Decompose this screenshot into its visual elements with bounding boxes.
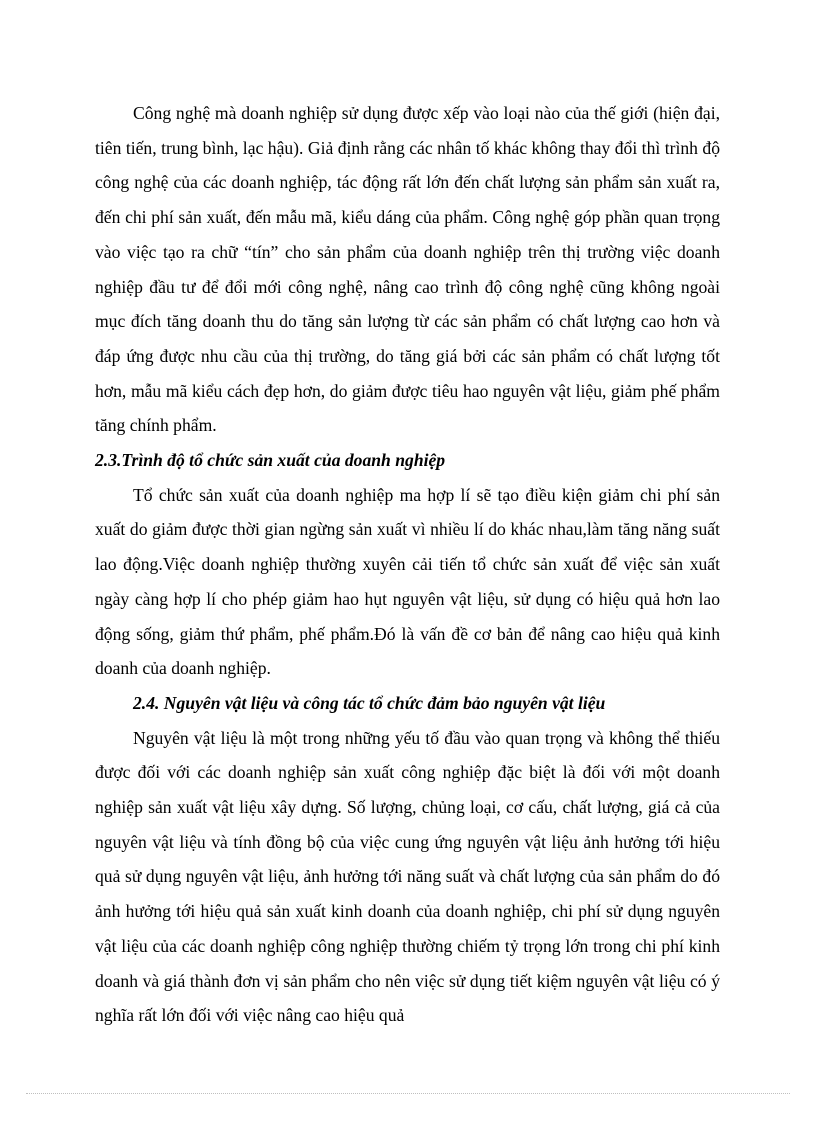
section-heading-2-3: 2.3.Trình độ tổ chức sản xuất của doanh nghiệp — [95, 450, 446, 471]
paragraph-raw-materials: Nguyên vật liệu là một trong những yếu tố đầu vào quan trọng và không thể thiếu được đối với các doanh nghiệp sản xuất công nghiệp đặc biệt là đối với một doanh nghiệp sản xuất vật liệu xây dựng. Số lượng, chủng loại, cơ cấu, chất lượng, giá cả của nguyên vật liệu và tính đồng bộ của việc cung ứng nguyên vật liệu ảnh hưởng tới hiệu quả sử dụng nguyên vật liệu, ảnh hưởng tới năng suất và chất lượng của sản phẩm do đó ảnh hưởng tới hiệu quả sản xuất kinh doanh của doanh nghiệp, chi phí sử dụng nguyên vật liệu của các doanh nghiệp công nghiệp thường chiếm tỷ trọng lớn trong chi phí kinh doanh và giá thành đơn vị sản phẩm cho nên việc sử dụng tiết kiệm nguyên vật liệu có ý nghĩa rất lớn đối với việc nâng cao hiệu quả — [95, 727, 720, 1026]
page-footer-divider — [26, 1093, 790, 1094]
paragraph-technology: Công nghệ mà doanh nghiệp sử dụng được xếp vào loại nào của thế giới (hiện đại, tiên tiến, trung bình, lạc hậu). Giả định rằng các nhân tố khác không thay đổi thì trình độ công nghệ của các doanh nghiệp, tác động rất lớn đến chất lượng sản phẩm sản xuất ra, đến chi phí sản xuất, đến mẫu mã, kiểu dáng của phẩm. Công nghệ góp phần quan trọng vào việc tạo ra chữ “tín” cho sản phẩm của doanh nghiệp trên thị trường việc doanh nghiệp đầu tư để đổi mới công nghệ, nâng cao trình độ công nghệ cũng không ngoài mục đích tăng doanh thu do tăng sản lượng từ các sản phẩm có chất lượng cao hơn và đáp ứng được nhu cầu của thị trường, do tăng giá bởi các sản phẩm có chất lượng tốt hơn, mẫu mã kiểu cách đẹp hơn, do giảm được tiêu hao nguyên vật liệu, giảm phế phẩm tăng chính phẩm. — [95, 103, 720, 436]
paragraph-production-organization: Tổ chức sản xuất của doanh nghiệp ma hợp lí sẽ tạo điều kiện giảm chi phí sản xuất do giảm được thời gian ngừng sản xuất vì nhiều lí do khác nhau,làm tăng năng suất lao động.Việc doanh nghiệp thường xuyên cải tiến tổ chức sản xuất để việc sản xuất ngày càng hợp lí cho phép giảm hao hụt nguyên vật liệu, sử dụng có hiệu quả hơn lao động sống, giảm thứ phẩm, phế phẩm.Đó là vấn đề cơ bản để nâng cao hiệu quả kinh doanh của doanh nghiệp. — [95, 484, 720, 679]
section-heading-2-4: 2.4. Nguyên vật liệu và công tác tổ chức đảm bảo nguyên vật liệu — [133, 692, 606, 713]
document-body — [95, 96, 720, 1033]
